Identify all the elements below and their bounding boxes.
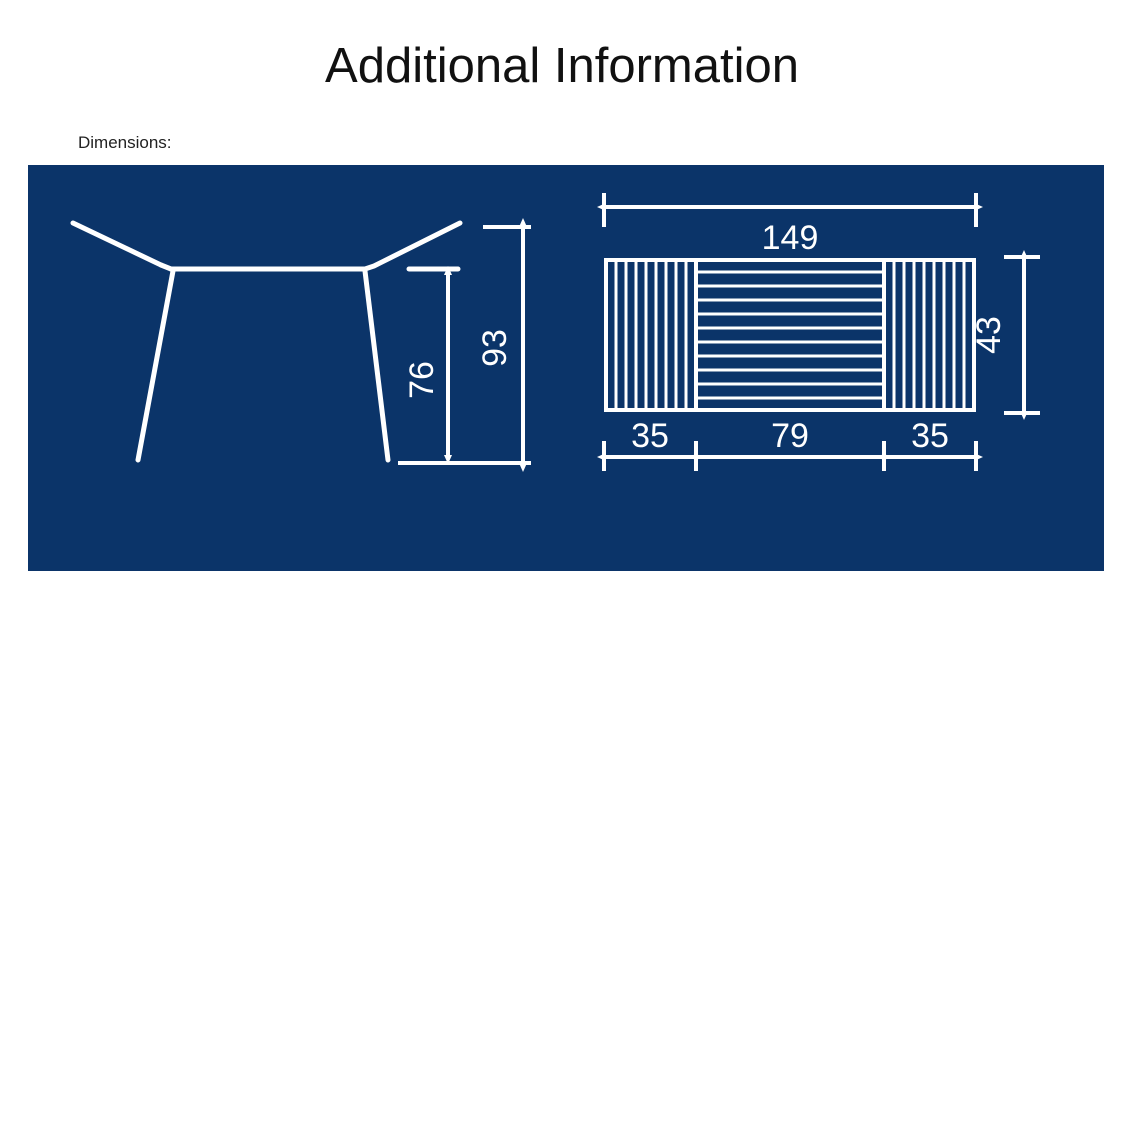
dimensions-diagram [28, 165, 1104, 571]
dimension-93-value: 93 [476, 329, 514, 367]
dimensions-label: Dimensions: [78, 133, 172, 152]
dimension-35-right-value: 35 [911, 417, 949, 455]
dimension-35-left [606, 417, 694, 457]
side-elevation-drawing [73, 223, 460, 460]
dimension-76 [403, 275, 448, 455]
dimension-79-center [698, 417, 882, 457]
top-plan-drawing [606, 260, 974, 410]
page-title: Additional Information [325, 39, 799, 93]
dimension-149 [604, 193, 976, 257]
dimension-35-left-value: 35 [631, 417, 669, 455]
dimension-43 [970, 257, 1040, 413]
dimension-43-value: 43 [970, 316, 1008, 354]
dimension-149-value: 149 [761, 219, 819, 257]
dimensions-label-row [0, 133, 1124, 153]
dimension-93 [398, 227, 531, 463]
dimension-76-value: 76 [403, 361, 441, 399]
dimension-chain-bottom [604, 417, 976, 471]
dimension-35-right [886, 417, 974, 457]
dimension-79-center-value: 79 [771, 417, 809, 455]
